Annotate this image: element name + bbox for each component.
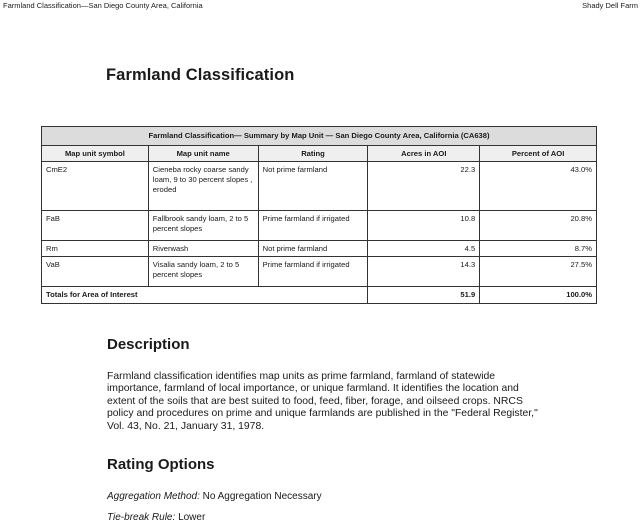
tiebreak-rule-line (107, 512, 205, 524)
tiebreak-rule-label: Tie-break Rule: (107, 512, 176, 523)
header-right-title: Shady Dell Farm (582, 1, 638, 10)
table-row (42, 211, 597, 241)
cell-name: Riverwash (148, 241, 258, 257)
rating-options-heading: Rating Options (107, 456, 215, 473)
table-caption-row (42, 127, 597, 146)
cell-symbol: FaB (42, 211, 149, 241)
totals-percent: 100.0% (480, 287, 597, 304)
cell-rating: Not prime farmland (258, 162, 368, 211)
cell-name: Visalia sandy loam, 2 to 5 percent slopes (148, 257, 258, 287)
description-text: Farmland classification identifies map units as prime farmland, farmland of statewide importance, farmland of local importance, or unique farmland. It identifies the location and extent of the soils that are best suited to food, feed, fiber, forage, and oilseed crops. NRCS policy and procedures on prime and unique farmlands are published in the "Federal Register," Vol. 43, No. 21, January 31, 1978. (107, 371, 538, 432)
aggregation-method-label: Aggregation Method: (107, 491, 200, 502)
column-header: Acres in AOI (368, 146, 480, 162)
header-left-title: Farmland Classification—San Diego County Area, California (3, 1, 203, 10)
totals-row (42, 287, 597, 304)
column-header: Percent of AOI (480, 146, 597, 162)
cell-rating: Prime farmland if irrigated (258, 257, 368, 287)
column-header: Map unit name (148, 146, 258, 162)
totals-label: Totals for Area of Interest (42, 287, 368, 304)
cell-acres: 4.5 (368, 241, 480, 257)
table-row (42, 257, 597, 287)
column-header: Map unit symbol (42, 146, 149, 162)
cell-acres: 14.3 (368, 257, 480, 287)
table-header-row (42, 146, 597, 162)
description-heading: Description (107, 336, 190, 353)
cell-percent: 8.7% (480, 241, 597, 257)
cell-symbol: VaB (42, 257, 149, 287)
page-title: Farmland Classification (106, 66, 295, 84)
aggregation-method-value: No Aggregation Necessary (202, 491, 322, 502)
table-caption: Farmland Classification— Summary by Map Unit — San Diego County Area, California (CA638) (42, 127, 597, 146)
cell-rating: Not prime farmland (258, 241, 368, 257)
cell-percent: 27.5% (480, 257, 597, 287)
summary-table (41, 126, 597, 304)
cell-acres: 10.8 (368, 211, 480, 241)
tiebreak-rule-value: Lower (178, 512, 206, 523)
cell-percent: 43.0% (480, 162, 597, 211)
column-header: Rating (258, 146, 368, 162)
table-row (42, 162, 597, 211)
cell-symbol: CmE2 (42, 162, 149, 211)
table-row (42, 241, 597, 257)
aggregation-method-line (107, 491, 322, 503)
running-header (0, 0, 640, 14)
cell-symbol: Rm (42, 241, 149, 257)
cell-rating: Prime farmland if irrigated (258, 211, 368, 241)
cell-percent: 20.8% (480, 211, 597, 241)
cell-acres: 22.3 (368, 162, 480, 211)
totals-acres: 51.9 (368, 287, 480, 304)
cell-name: Cieneba rocky coarse sandy loam, 9 to 30 percent slopes , eroded (148, 162, 258, 211)
cell-name: Fallbrook sandy loam, 2 to 5 percent slopes (148, 211, 258, 241)
